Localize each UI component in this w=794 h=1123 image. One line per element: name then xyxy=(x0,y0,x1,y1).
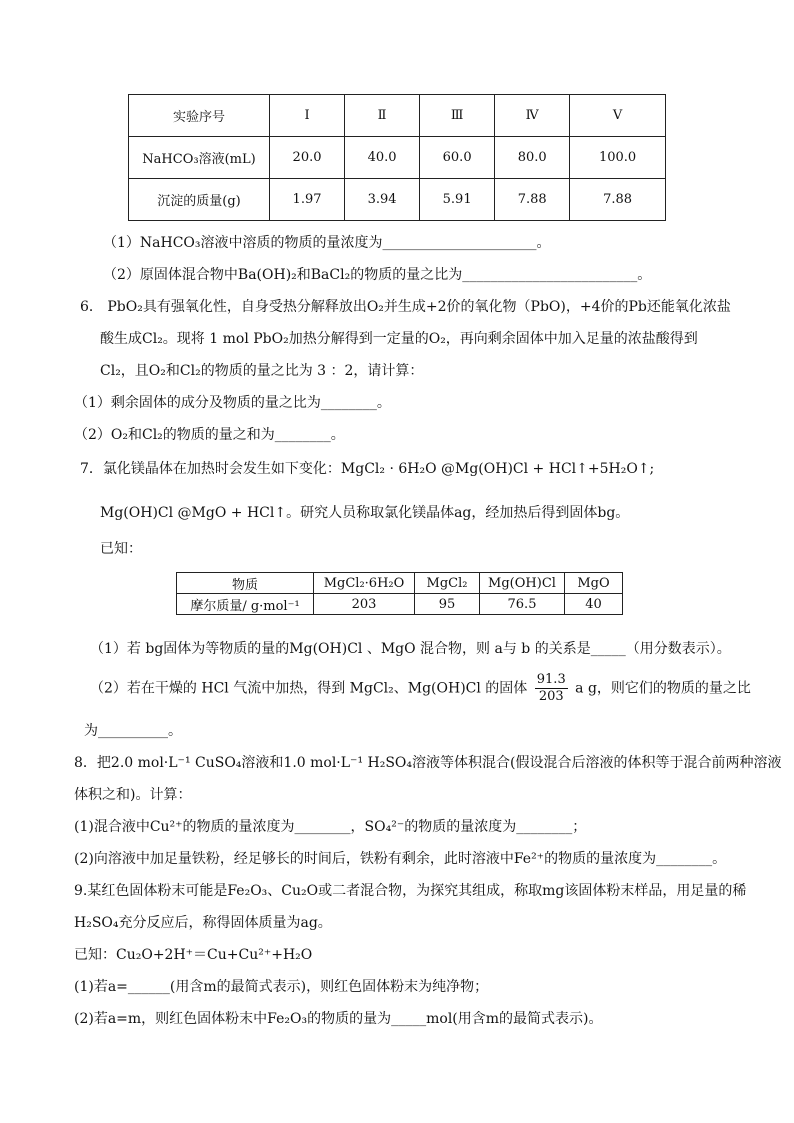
table-cell: 40.0 xyxy=(345,137,420,179)
experiment-table xyxy=(128,94,666,221)
q9-known: 已知：Cu₂O+2H⁺＝Cu+Cu²⁺+H₂O xyxy=(74,947,313,963)
table-row xyxy=(177,573,623,594)
table-cell: 100.0 xyxy=(570,137,666,179)
q6-line1: 6． PbO₂具有强氧化性，自身受热分解释放出O₂并生成+2价的氧化物（PbO)，+4价的Pb还能氧化浓盐 xyxy=(80,299,731,315)
fraction-numerator: 91.3 xyxy=(536,672,566,687)
table-row xyxy=(129,95,666,137)
table-cell: 20.0 xyxy=(270,137,345,179)
table-cell: 95 xyxy=(415,594,480,615)
table-row xyxy=(129,179,666,221)
table-cell: Mg(OH)Cl xyxy=(480,573,565,594)
q8-sub2: (2)向溶液中加足量铁粉，经足够长的时间后，铁粉有剩余，此时溶液中Fe²⁺的物质的量浓度为________。 xyxy=(74,851,727,867)
table-cell: MgCl₂ xyxy=(415,573,480,594)
table-cell: Ⅲ xyxy=(420,95,495,137)
q7-sub2 xyxy=(90,672,751,705)
table-cell: 5.91 xyxy=(420,179,495,221)
table-cell: 40 xyxy=(565,594,623,615)
table-cell: NaHCO₃溶液(mL) xyxy=(129,137,270,179)
table-cell: Ⅴ xyxy=(570,95,666,137)
table-cell: 实验序号 xyxy=(129,95,270,137)
q6-sub2: （2）O₂和Cl₂的物质的量之和为________。 xyxy=(74,427,345,443)
table-cell: Ⅰ xyxy=(270,95,345,137)
q9-sub1: (1)若a=______(用含m的最简式表示)，则红色固体粉末为纯净物； xyxy=(74,979,489,995)
fraction-denominator: 203 xyxy=(538,689,564,704)
table-cell: Ⅳ xyxy=(495,95,570,137)
table-cell: 1.97 xyxy=(270,179,345,221)
table-cell: 203 xyxy=(314,594,415,615)
q7-line1: 7．氯化镁晶体在加热时会发生如下变化：MgCl₂ · 6H₂O @Mg(OH)Cl + HCl↑+5H₂O↑; xyxy=(80,461,655,477)
table-cell: 摩尔质量/ g·mol⁻¹ xyxy=(177,594,314,615)
q6-line2: 酸生成Cl₂。现将 1 mol PbO₂加热分解得到一定量的O₂，再向剩余固体中加入足量的浓盐酸得到 xyxy=(100,331,698,347)
q6-sub1: （1）剩余固体的成分及物质的量之比为________。 xyxy=(74,395,391,411)
molar-mass-table xyxy=(176,572,623,615)
q5-sub1: （1）NaHCO₃溶液中溶质的物质的量浓度为______________________。 xyxy=(103,235,551,251)
table-cell: 3.94 xyxy=(345,179,420,221)
q7-known: 已知： xyxy=(100,541,142,557)
q7-sub2-pre: （2）若在干燥的 HCl 气流中加热，得到 MgCl₂、Mg(OH)Cl 的固体 xyxy=(90,680,528,697)
q9-line2: H₂SO₄充分反应后，称得固体质量为ag。 xyxy=(74,915,332,931)
q5-sub2: （2）原固体混合物中Ba(OH)₂和BaCl₂的物质的量之比为_________________________。 xyxy=(103,267,652,283)
q7-sub2-post: a g，则它们的物质的量之比 xyxy=(575,680,751,697)
table-cell: 沉淀的质量(g) xyxy=(129,179,270,221)
q8-line1: 8．把2.0 mol·L⁻¹ CuSO₄溶液和1.0 mol·L⁻¹ H₂SO₄溶液等体积混合(假设混合后溶液的体积等于混合前两种溶液 xyxy=(74,755,782,771)
table-cell: Ⅱ xyxy=(345,95,420,137)
fraction xyxy=(535,672,568,705)
q8-line2: 体积之和)。计算： xyxy=(74,787,192,803)
q7-sub2-line2: 为__________。 xyxy=(84,723,182,739)
table-cell: 7.88 xyxy=(570,179,666,221)
q6-line3: Cl₂，且O₂和Cl₂的物质的量之比为 3 ：2，请计算： xyxy=(100,363,424,379)
table-cell: MgCl₂·6H₂O xyxy=(314,573,415,594)
table-cell: 60.0 xyxy=(420,137,495,179)
table-cell: 76.5 xyxy=(480,594,565,615)
table-row xyxy=(129,137,666,179)
table-cell: 7.88 xyxy=(495,179,570,221)
q7-sub1: （1）若 bg固体为等物质的量的Mg(OH)Cl 、MgO 混合物，则 a与 b 的关系是_____（用分数表示）。 xyxy=(90,641,731,657)
table-cell: MgO xyxy=(565,573,623,594)
q9-sub2: (2)若a=m，则红色固体粉末中Fe₂O₃的物质的量为_____mol(用含m的最简式表示)。 xyxy=(74,1011,603,1027)
q8-sub1: (1)混合液中Cu²⁺的物质的量浓度为________，SO₄²⁻的物质的量浓度为________； xyxy=(74,819,587,835)
table-cell: 80.0 xyxy=(495,137,570,179)
q9-line1: 9.某红色固体粉末可能是Fe₂O₃、Cu₂O或二者混合物，为探究其组成，称取mg该固体粉末样品，用足量的稀 xyxy=(74,883,747,899)
q7-line2: Mg(OH)Cl @MgO + HCl↑。研究人员称取氯化镁晶体ag，经加热后得到固体bg。 xyxy=(100,505,630,521)
table-cell: 物质 xyxy=(177,573,314,594)
table-row xyxy=(177,594,623,615)
